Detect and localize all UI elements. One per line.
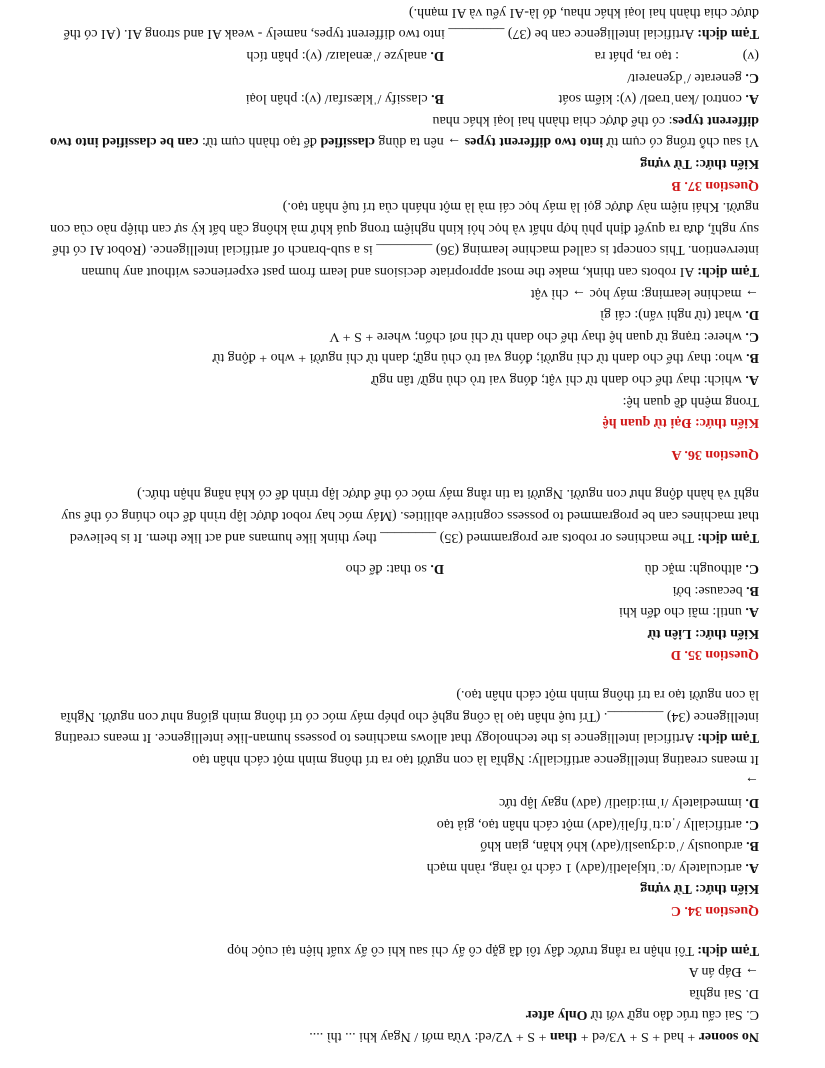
intro-line: Vì sau chỗ trống có cụm từ into two different types → nên ta dùng classified để tạo thành cụm từ: can be classified into two different types: có thể được chia thành hai loại khác nhau	[49, 112, 759, 150]
options-a-b-row	[49, 88, 759, 110]
option-b: B. who: thay thế cho danh từ chỉ người; đóng vai trò chủ ngữ; danh từ chỉ người + who + động từ	[212, 350, 759, 366]
translation: Tạm dịch: The machines or robots are programmed (35) ________ they think like humans and act like them. It is believed that machines can be programmed to possess cognitive abilities. (Máy móc hay robot được lập trình để cho chúng có thể suy nghĩ và hành động như con người. Người ta tin rằng máy móc có thể được lập trình để có khả năng nhận thức.)	[61, 486, 759, 545]
question-37-title: Question 37. B	[671, 177, 759, 193]
option-d: D. immediately /ɪˈmiːdiətli/ (adv) ngay lập tức	[499, 795, 759, 811]
document-body	[49, 1, 759, 1047]
option-a: A. which: thay thế cho danh từ chỉ vật; đóng vai trò chủ ngữ/ tân ngữ	[371, 371, 759, 387]
option-b: B. classify /ˈklæsɪfaɪ/ (v): phân loại	[245, 91, 444, 107]
option-c: C. where: trạng từ quan hệ thay thế cho danh từ chỉ nơi chốn; where + S + V	[329, 328, 759, 344]
option-d: D. so that: để cho	[345, 561, 444, 577]
translation: Tạm dịch: Artificial intelligence can be (37) ________ into two different types, namely - weak AI and strong AI. (AI có thể được chia thành hai loại khác nhau, đó là-AI yếu và AI mạnh.)	[63, 4, 759, 42]
translation: Tạm dịch: Tôi nhận ra rằng trước đây tôi đã gặp cô ấy chỉ sau khi cô ấy xuất hiện tại cuộc họp	[227, 942, 759, 958]
option-c: C. artificially /ˌɑːtɪˈfɪʃəli/(adv) một cách nhân tạo, giả tạo	[436, 816, 759, 832]
question-36-title: Question 36. A	[671, 446, 759, 462]
knowledge-label: Kiến thức: Từ vựng	[640, 881, 759, 897]
knowledge-label: Kiến thức: Liên từ	[647, 625, 759, 641]
option-c-detail: (v): tạo ra, phát ra	[594, 48, 759, 64]
option-d-note: D. Sai nghĩa	[689, 985, 759, 1001]
answer-line: → Đáp án A	[688, 964, 759, 980]
option-a: A. control /kənˈtrəʊl/ (v): kiểm soát	[558, 91, 759, 107]
knowledge-label: Kiến thức: Đại từ quan hệ	[602, 415, 759, 431]
option-a: A. until: mãi cho đến khi	[619, 604, 759, 620]
intro-line: Trong mệnh đề quan hệ:	[622, 393, 759, 409]
note-line: → machine learning: máy học → chỉ vật	[530, 285, 759, 301]
option-d: D. analyze /ˈænəlaɪz/ (v): phân tích	[246, 48, 444, 64]
arrow: →	[745, 773, 759, 789]
option-c-note: C. Sai cấu trúc đảo ngữ với từ Only after	[525, 1007, 759, 1023]
option-c: C. although: mặc dù	[644, 561, 759, 577]
question-34-title: Question 34. C	[670, 903, 759, 919]
translation: Tạm dịch: AI robots can think, make the most appropriate decisions and learn from past experiences without any human intervention. This concept is called machine learning (36) ________ is a sub-branch of artificial intelligence. (Robot AI có thể suy nghĩ, đưa ra quyết định phù hợp nhất và học hỏi kinh nghiệm trong quá khứ mà không cần bất kỳ sự can thiệp nào của con người. Khái niệm này được gọi là máy học cái mà là một nhánh của trí tuệ nhân tạo.)	[49, 199, 759, 279]
explanation: It means creating intelligence artificially: Nghĩa là con người tạo ra trí thông minh một cách nhân tạo	[192, 751, 759, 767]
knowledge-label: Kiến thức: Từ vựng	[640, 156, 759, 172]
option-d: D. what (từ nghi vấn): cái gì	[600, 307, 759, 323]
option-c: C. generate /ˈdʒenəreɪt/	[627, 69, 759, 85]
translation: Tạm dịch: Artificial intelligence is the technology that allows machines to possess human-like intelligence. It means creating intelligence (34) ________. (Trí tuệ nhân tạo là công nghệ cho phép máy móc có trí thông minh giống như con người. Nghĩa là con người tạo ra trí thông minh một cách nhân tạo.)	[54, 687, 759, 746]
structure-line: No sooner + had + S + V3/ed + than + S + V2/ed: Vừa mới / Ngay khi ... thì ....	[309, 1029, 759, 1044]
options-c-d-row	[49, 44, 759, 66]
option-a: A. articulately /ɑːˈtɪkjələtli/(adv) 1 cách rõ ràng, rành mạch	[426, 859, 759, 875]
option-b: B. arduously /ˈɑːdʒuəsli/(adv) khó khăn, gian khổ	[480, 838, 759, 854]
options-c-d-row	[49, 558, 759, 580]
option-b: B. because: bởi	[672, 582, 759, 598]
question-35-title: Question 35. D	[670, 647, 759, 663]
